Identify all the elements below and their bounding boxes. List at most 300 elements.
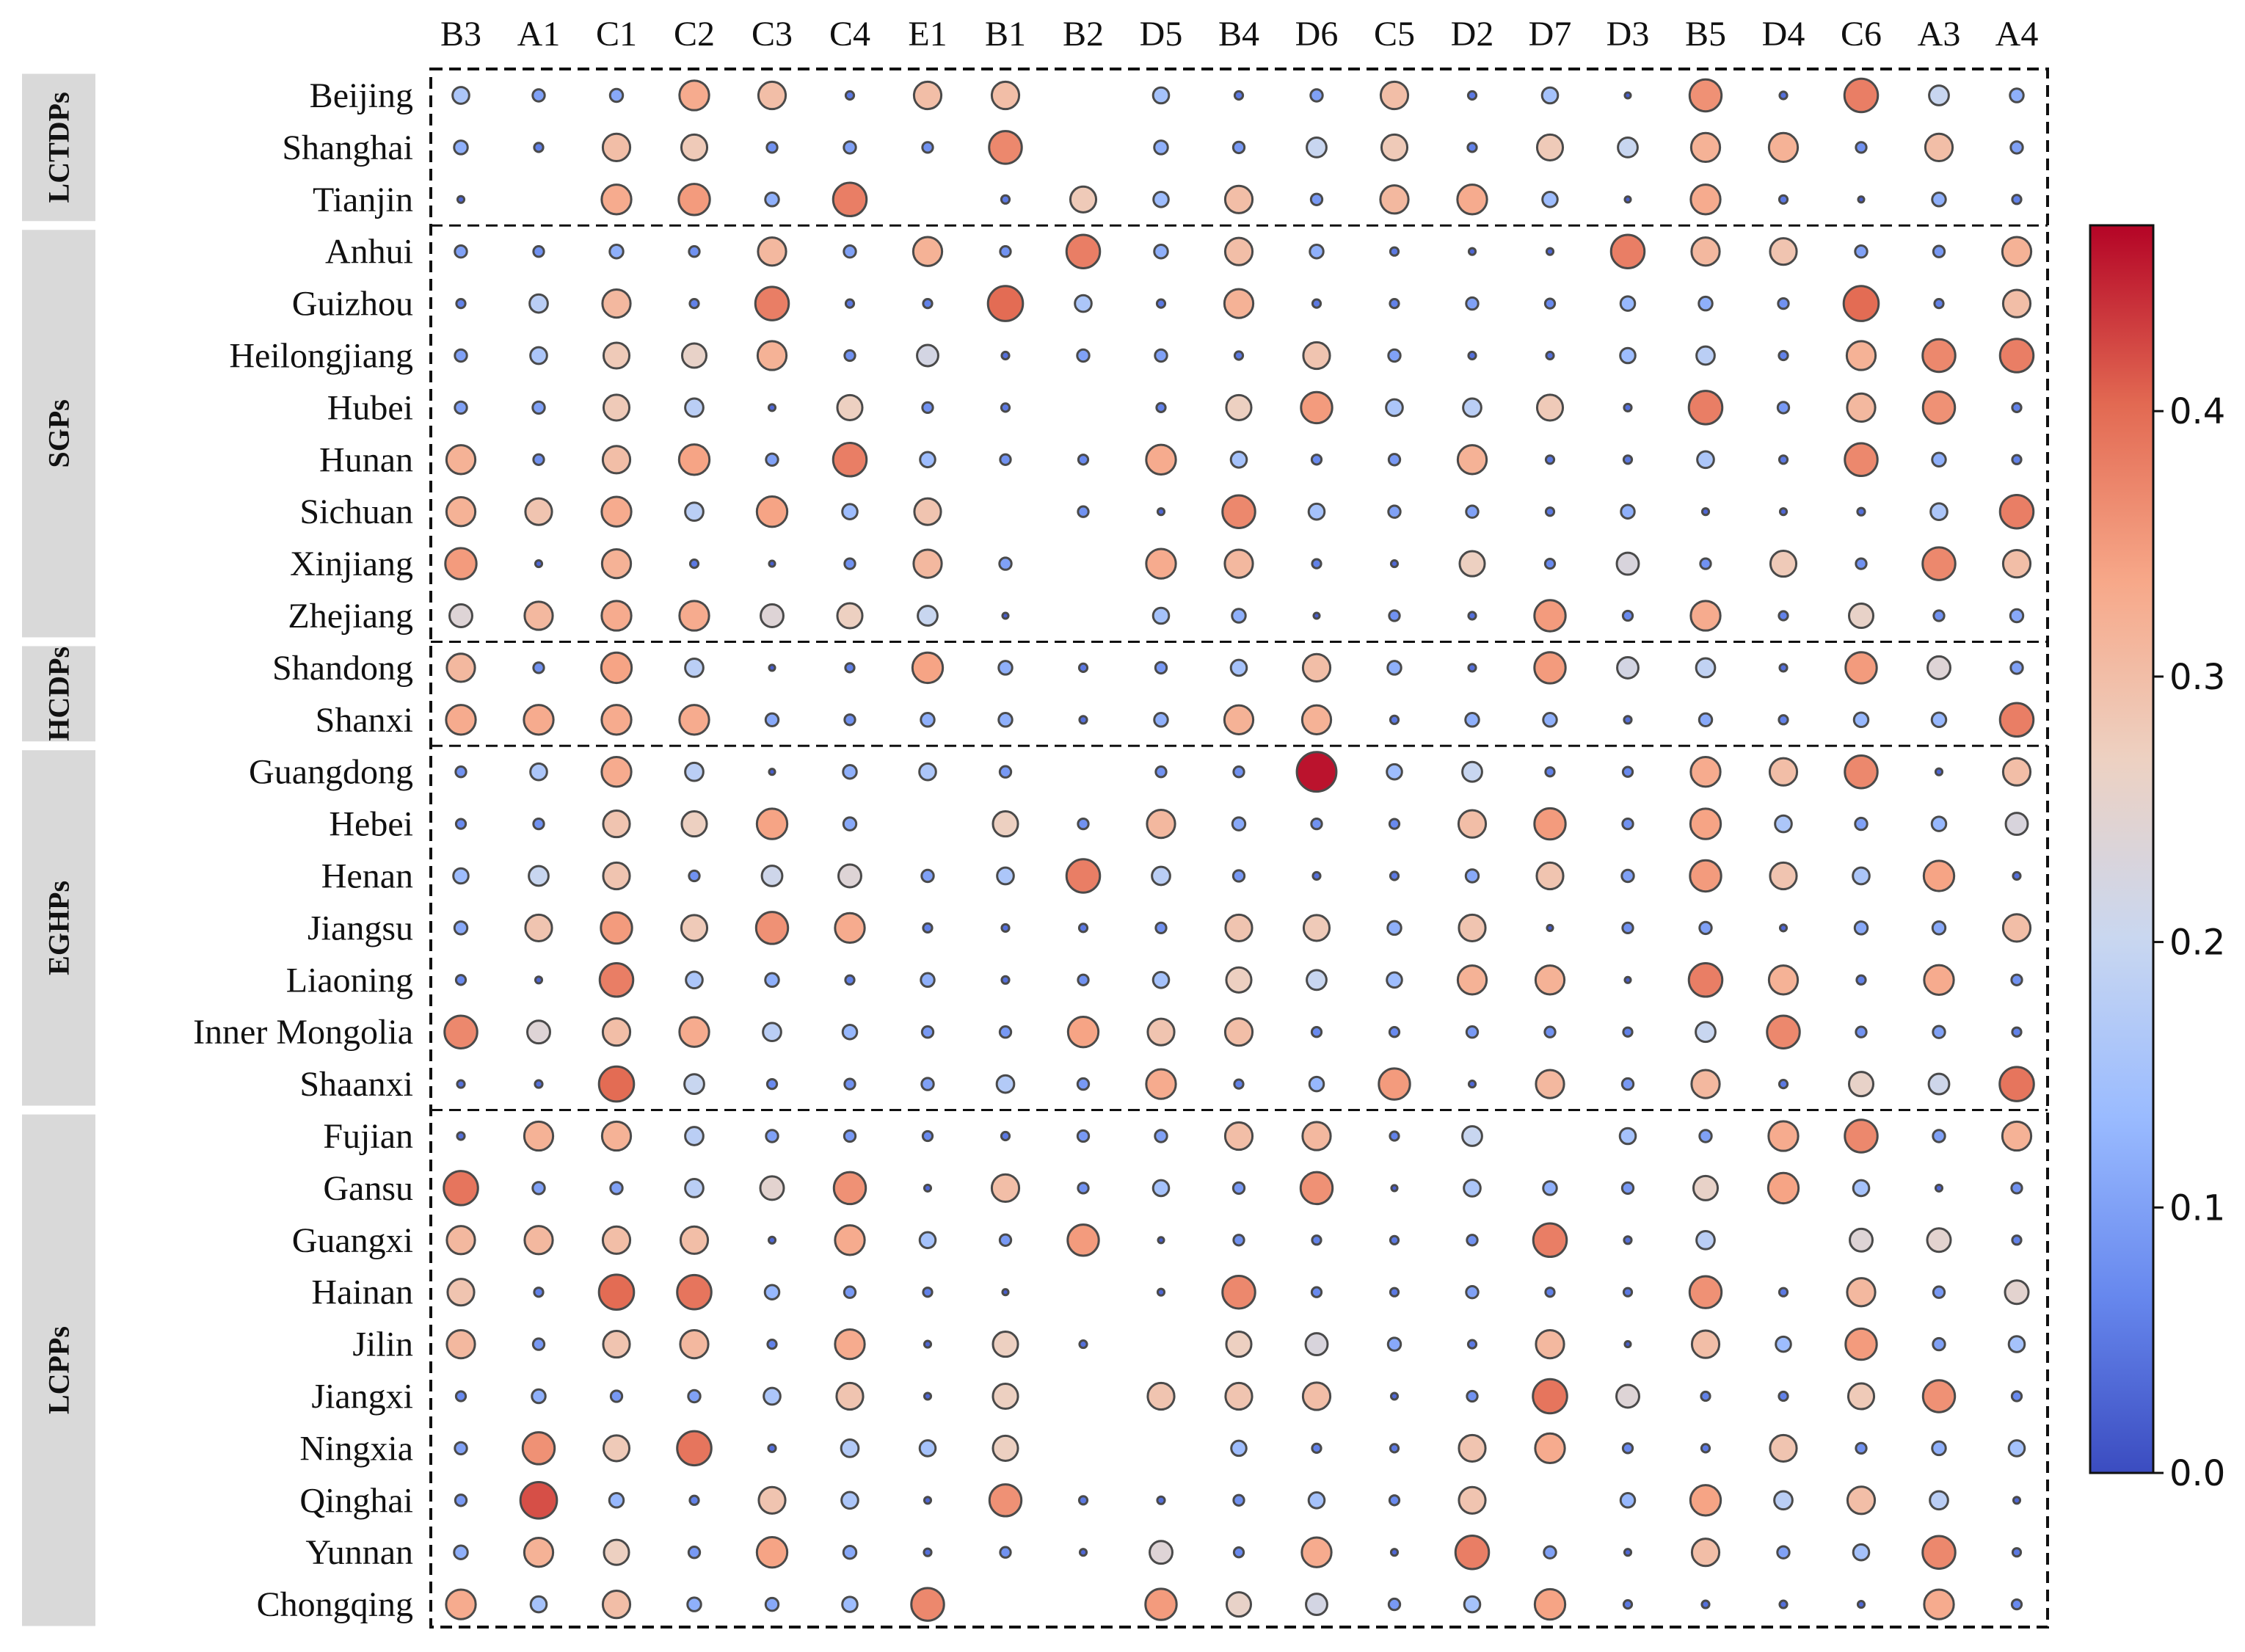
data-point (685, 503, 704, 521)
data-point (1469, 352, 1476, 359)
data-point (1389, 454, 1400, 465)
data-point (1857, 975, 1866, 984)
data-point (1225, 1019, 1252, 1046)
data-point (1390, 299, 1399, 308)
data-point (1697, 346, 1715, 365)
data-point (1231, 1441, 1247, 1456)
data-point (1226, 1593, 1251, 1617)
data-point (682, 812, 707, 837)
data-point (768, 404, 775, 411)
data-point (448, 1279, 474, 1306)
data-point (1618, 138, 1638, 158)
data-point (1928, 656, 1951, 679)
data-point (1464, 1180, 1481, 1197)
data-point (1080, 1341, 1087, 1348)
data-point (680, 1330, 708, 1358)
data-point (1303, 342, 1330, 368)
data-point (603, 1226, 630, 1253)
data-point (1301, 392, 1332, 423)
data-point (2003, 914, 2030, 942)
data-point (920, 763, 936, 780)
data-point (1001, 1132, 1009, 1140)
data-point (1621, 505, 1634, 518)
data-point (835, 1226, 865, 1255)
data-point (1623, 923, 1633, 933)
row-label-anhui: Anhui (325, 232, 413, 272)
data-point (765, 193, 779, 206)
colorbar-tick-label: 0.3 (2169, 656, 2226, 698)
data-point (1691, 757, 1720, 787)
data-point (689, 247, 699, 257)
data-point (1622, 1078, 1633, 1089)
data-point (450, 605, 473, 627)
data-point (920, 452, 936, 467)
data-point (1690, 1485, 1720, 1515)
data-point (1844, 286, 1879, 321)
data-point (1622, 870, 1634, 881)
data-point (1468, 143, 1477, 152)
data-point (924, 1549, 931, 1556)
data-point (1302, 705, 1331, 734)
data-point (1303, 1122, 1331, 1150)
data-point (520, 1482, 557, 1518)
data-point (833, 183, 867, 216)
group-label-lctdps: LCTDPs (42, 92, 76, 203)
data-point (843, 1025, 857, 1039)
data-point (1314, 613, 1320, 619)
data-point (1846, 341, 1875, 370)
data-point (690, 299, 699, 308)
data-point (600, 964, 633, 997)
data-point (1923, 547, 1955, 580)
data-point (1001, 404, 1009, 412)
data-point (602, 185, 631, 214)
data-point (1690, 860, 1721, 891)
data-point (1691, 133, 1720, 161)
data-point (1225, 1122, 1252, 1149)
data-point (1690, 809, 1720, 839)
data-point (1311, 455, 1321, 465)
data-point (1923, 1380, 1954, 1412)
data-point (1853, 1544, 1869, 1560)
data-point (454, 922, 467, 934)
data-point (1469, 1081, 1475, 1088)
data-point (1234, 1548, 1243, 1557)
data-point (835, 913, 865, 942)
data-point (1146, 549, 1176, 578)
data-point (531, 347, 547, 364)
data-point (1223, 495, 1255, 528)
data-point (1780, 92, 1787, 99)
data-point (446, 705, 476, 735)
data-point (1702, 1601, 1709, 1608)
data-point (685, 1179, 704, 1198)
data-point (1311, 194, 1322, 205)
data-point (912, 1588, 944, 1620)
data-point (603, 1436, 629, 1461)
data-point (1078, 506, 1088, 517)
data-point (923, 923, 932, 932)
data-point (1923, 1536, 1955, 1568)
data-point (1535, 600, 1565, 631)
data-point (1467, 1235, 1477, 1245)
data-point (2012, 975, 2022, 985)
data-point (1769, 758, 1797, 785)
data-point (1933, 1287, 1944, 1298)
data-point (2010, 609, 2023, 622)
data-point (1768, 1173, 1798, 1203)
data-point (1003, 613, 1008, 619)
data-point (2002, 1121, 2031, 1150)
data-point (1232, 609, 1245, 622)
data-point (524, 1538, 553, 1567)
data-point (1933, 246, 1944, 257)
data-point (534, 1288, 543, 1297)
data-point (1389, 611, 1400, 621)
data-point (1545, 558, 1554, 568)
data-point (1699, 713, 1711, 726)
data-point (1930, 1491, 1949, 1510)
data-point (1233, 870, 1244, 881)
data-point (601, 652, 631, 683)
data-point (1157, 1289, 1164, 1295)
data-point (525, 498, 552, 525)
data-point (920, 1232, 936, 1248)
row-label-hainan: Hainan (311, 1273, 413, 1312)
data-point (1153, 87, 1169, 103)
data-point (609, 1493, 624, 1508)
data-point (1232, 818, 1245, 830)
row-label-tianjin: Tianjin (313, 180, 413, 219)
data-point (454, 1546, 467, 1559)
data-point (1624, 1549, 1631, 1556)
data-point (457, 1080, 465, 1088)
data-point (681, 134, 707, 160)
data-point (1307, 970, 1327, 990)
data-point (1154, 713, 1168, 727)
row-label-zhejiang: Zhejiang (288, 597, 413, 636)
data-point (1234, 91, 1242, 99)
data-point (914, 550, 942, 578)
data-point (688, 1547, 699, 1558)
data-point (456, 819, 465, 829)
data-point (1303, 1383, 1330, 1410)
data-point (843, 818, 856, 830)
data-point (1224, 289, 1253, 318)
data-point (1848, 1383, 1874, 1409)
data-point (1003, 1289, 1008, 1295)
data-point (1611, 235, 1645, 269)
data-point (1234, 352, 1242, 360)
colorbar-tick-label: 0.2 (2169, 922, 2226, 964)
data-point (1157, 509, 1164, 515)
data-point (1068, 1225, 1099, 1256)
data-point (1080, 1549, 1086, 1556)
data-point (767, 1079, 776, 1088)
row-label-hubei: Hubei (327, 388, 413, 428)
data-point (918, 606, 938, 626)
row-labels (193, 76, 413, 1624)
data-point (688, 1390, 700, 1402)
data-point (1078, 1183, 1088, 1193)
data-point (1226, 1383, 1252, 1409)
data-point (997, 1075, 1014, 1093)
data-point (766, 1130, 778, 1142)
data-point (1923, 392, 1954, 423)
data-point (923, 299, 932, 308)
data-point (610, 89, 622, 101)
data-point (1155, 349, 1167, 361)
data-point (1231, 660, 1247, 676)
data-point (1306, 1333, 1328, 1356)
data-point (756, 912, 787, 944)
data-point (1692, 238, 1720, 266)
column-label-c4: C4 (829, 15, 871, 54)
data-point (1234, 1235, 1244, 1245)
data-point (1769, 133, 1797, 161)
column-label-b3: B3 (440, 15, 482, 54)
data-point (1545, 299, 1554, 308)
data-point (680, 81, 709, 110)
data-point (455, 401, 467, 413)
data-point (834, 1172, 865, 1204)
data-point (1533, 1223, 1567, 1257)
data-point (1002, 976, 1009, 983)
data-point (1000, 766, 1011, 777)
data-point (924, 1393, 931, 1400)
data-point (2000, 495, 2034, 528)
data-point (1620, 296, 1635, 311)
data-point (757, 497, 787, 527)
data-point (923, 402, 933, 412)
data-point (533, 1182, 545, 1194)
data-point (765, 713, 778, 726)
data-point (993, 1436, 1018, 1460)
data-point (685, 659, 704, 677)
row-label-shaanxi: Shaanxi (299, 1065, 413, 1105)
data-point (766, 454, 778, 465)
data-point (1297, 752, 1336, 792)
data-point (1624, 716, 1631, 724)
colorbar-rect (2090, 225, 2153, 1473)
data-point (1391, 1549, 1397, 1556)
data-point (686, 972, 703, 989)
data-point (1312, 1236, 1321, 1245)
data-point (1154, 192, 1169, 208)
data-point (1146, 1589, 1176, 1620)
data-point (1002, 352, 1009, 359)
data-point (1312, 299, 1320, 308)
data-point (922, 870, 934, 881)
data-point (603, 289, 630, 317)
data-point (1845, 1120, 1877, 1152)
data-point (1224, 705, 1253, 734)
row-label-qinghai: Qinghai (299, 1481, 413, 1521)
data-point (1390, 1288, 1398, 1296)
data-point (1234, 1080, 1243, 1088)
data-point (759, 1487, 785, 1513)
data-point (1623, 1601, 1631, 1609)
data-point (2012, 403, 2021, 412)
row-label-liaoning: Liaoning (285, 961, 413, 1000)
data-point (2012, 1599, 2021, 1609)
data-point (1225, 238, 1252, 265)
row-label-guangdong: Guangdong (249, 752, 413, 792)
data-point (843, 765, 856, 778)
data-point (1303, 915, 1329, 941)
row-label-hebei: Hebei (329, 804, 413, 844)
column-label-d3: D3 (1606, 15, 1650, 54)
data-point (1537, 134, 1562, 160)
data-point (446, 498, 475, 526)
data-point (603, 395, 629, 421)
data-point (837, 395, 862, 420)
column-label-b1: B1 (984, 15, 1027, 54)
data-point (1770, 239, 1797, 265)
data-point (677, 1431, 712, 1466)
data-point (924, 1341, 931, 1347)
data-point (841, 1440, 859, 1458)
data-point (1858, 1601, 1864, 1608)
data-point (1858, 508, 1865, 515)
data-point (1844, 79, 1878, 112)
data-point (765, 1598, 778, 1610)
data-point (1624, 404, 1631, 411)
data-point (447, 1330, 475, 1358)
column-label-c2: C2 (673, 15, 716, 54)
column-label-c5: C5 (1373, 15, 1416, 54)
data-point (524, 1121, 553, 1150)
data-point (523, 1433, 554, 1464)
data-point (769, 561, 775, 567)
data-point (1846, 652, 1877, 683)
data-point (845, 299, 854, 308)
data-point (1390, 1444, 1398, 1452)
data-point (535, 1080, 542, 1088)
data-point (1466, 1027, 1477, 1038)
data-point (833, 443, 867, 477)
data-point (2013, 872, 2020, 879)
column-label-d5: D5 (1139, 15, 1183, 54)
column-labels (440, 15, 2038, 54)
data-point (602, 549, 630, 578)
data-point (1312, 559, 1321, 568)
data-point (1543, 1182, 1557, 1195)
data-point (1537, 395, 1562, 421)
data-point (1463, 1127, 1482, 1146)
data-point (456, 975, 465, 985)
data-point (768, 1339, 776, 1348)
data-point (768, 1444, 776, 1452)
data-point (457, 1132, 465, 1140)
data-point (680, 1226, 707, 1253)
data-point (769, 665, 775, 671)
column-label-c1: C1 (595, 15, 638, 54)
data-point (1078, 975, 1088, 985)
data-point (1856, 558, 1866, 569)
data-point (997, 867, 1014, 884)
data-point (1701, 1444, 1709, 1452)
data-point (534, 247, 544, 257)
data-point (923, 142, 933, 153)
data-point (1233, 1182, 1244, 1193)
data-point (1309, 503, 1325, 520)
data-point (680, 1017, 709, 1047)
data-point (922, 1078, 934, 1090)
row-label-yunnan: Yunnan (305, 1533, 413, 1573)
column-label-d6: D6 (1295, 15, 1339, 54)
row-label-hunan: Hunan (319, 440, 413, 480)
data-point (456, 299, 465, 308)
data-point (2011, 662, 2023, 674)
data-point (534, 143, 543, 152)
data-point (1466, 713, 1479, 727)
data-point (1001, 195, 1009, 203)
data-point (1226, 914, 1252, 941)
data-point (842, 1492, 859, 1509)
data-point (1546, 248, 1553, 255)
data-point (2003, 758, 2030, 785)
data-point (1079, 663, 1087, 672)
data-point (1459, 914, 1485, 941)
data-point (1693, 1176, 1717, 1200)
data-point (1625, 197, 1631, 203)
data-point (1000, 454, 1011, 465)
data-point (2000, 1067, 2034, 1102)
data-point (1925, 134, 1952, 161)
column-label-a4: A4 (1995, 15, 2039, 54)
data-point (1697, 1231, 1715, 1249)
data-point (1692, 1331, 1719, 1358)
data-point (1692, 1070, 1720, 1098)
data-point (610, 244, 623, 258)
data-point (1924, 861, 1954, 891)
data-point (760, 1176, 784, 1200)
data-point (1858, 197, 1864, 203)
data-point (1077, 349, 1089, 361)
data-point (455, 1442, 467, 1454)
data-point (1458, 445, 1486, 474)
data-point (914, 81, 941, 109)
data-point (602, 757, 631, 787)
data-point (534, 454, 544, 465)
data-point (1223, 1276, 1255, 1308)
data-point (844, 142, 856, 153)
data-point (1625, 92, 1631, 98)
data-point (914, 498, 941, 525)
data-point (837, 1383, 863, 1409)
data-point (1535, 652, 1565, 683)
row-label-guangxi: Guangxi (291, 1220, 413, 1260)
data-point (1146, 445, 1176, 474)
column-label-b4: B4 (1218, 15, 1260, 54)
data-point (845, 91, 854, 99)
data-point (1381, 134, 1407, 160)
data-point (989, 1485, 1021, 1516)
data-point (1468, 91, 1476, 99)
row-label-jiangsu: Jiangsu (308, 909, 413, 948)
data-point (1225, 550, 1253, 578)
data-point (1306, 1594, 1328, 1615)
row-label-shanghai: Shanghai (282, 128, 413, 167)
data-point (1847, 1278, 1875, 1306)
row-label-inner-mongolia: Inner Mongolia (193, 1013, 413, 1052)
data-point (1148, 1383, 1174, 1409)
data-point (1767, 1016, 1800, 1048)
data-point (685, 399, 704, 417)
data-point (1155, 662, 1166, 673)
data-point (1623, 1444, 1632, 1453)
